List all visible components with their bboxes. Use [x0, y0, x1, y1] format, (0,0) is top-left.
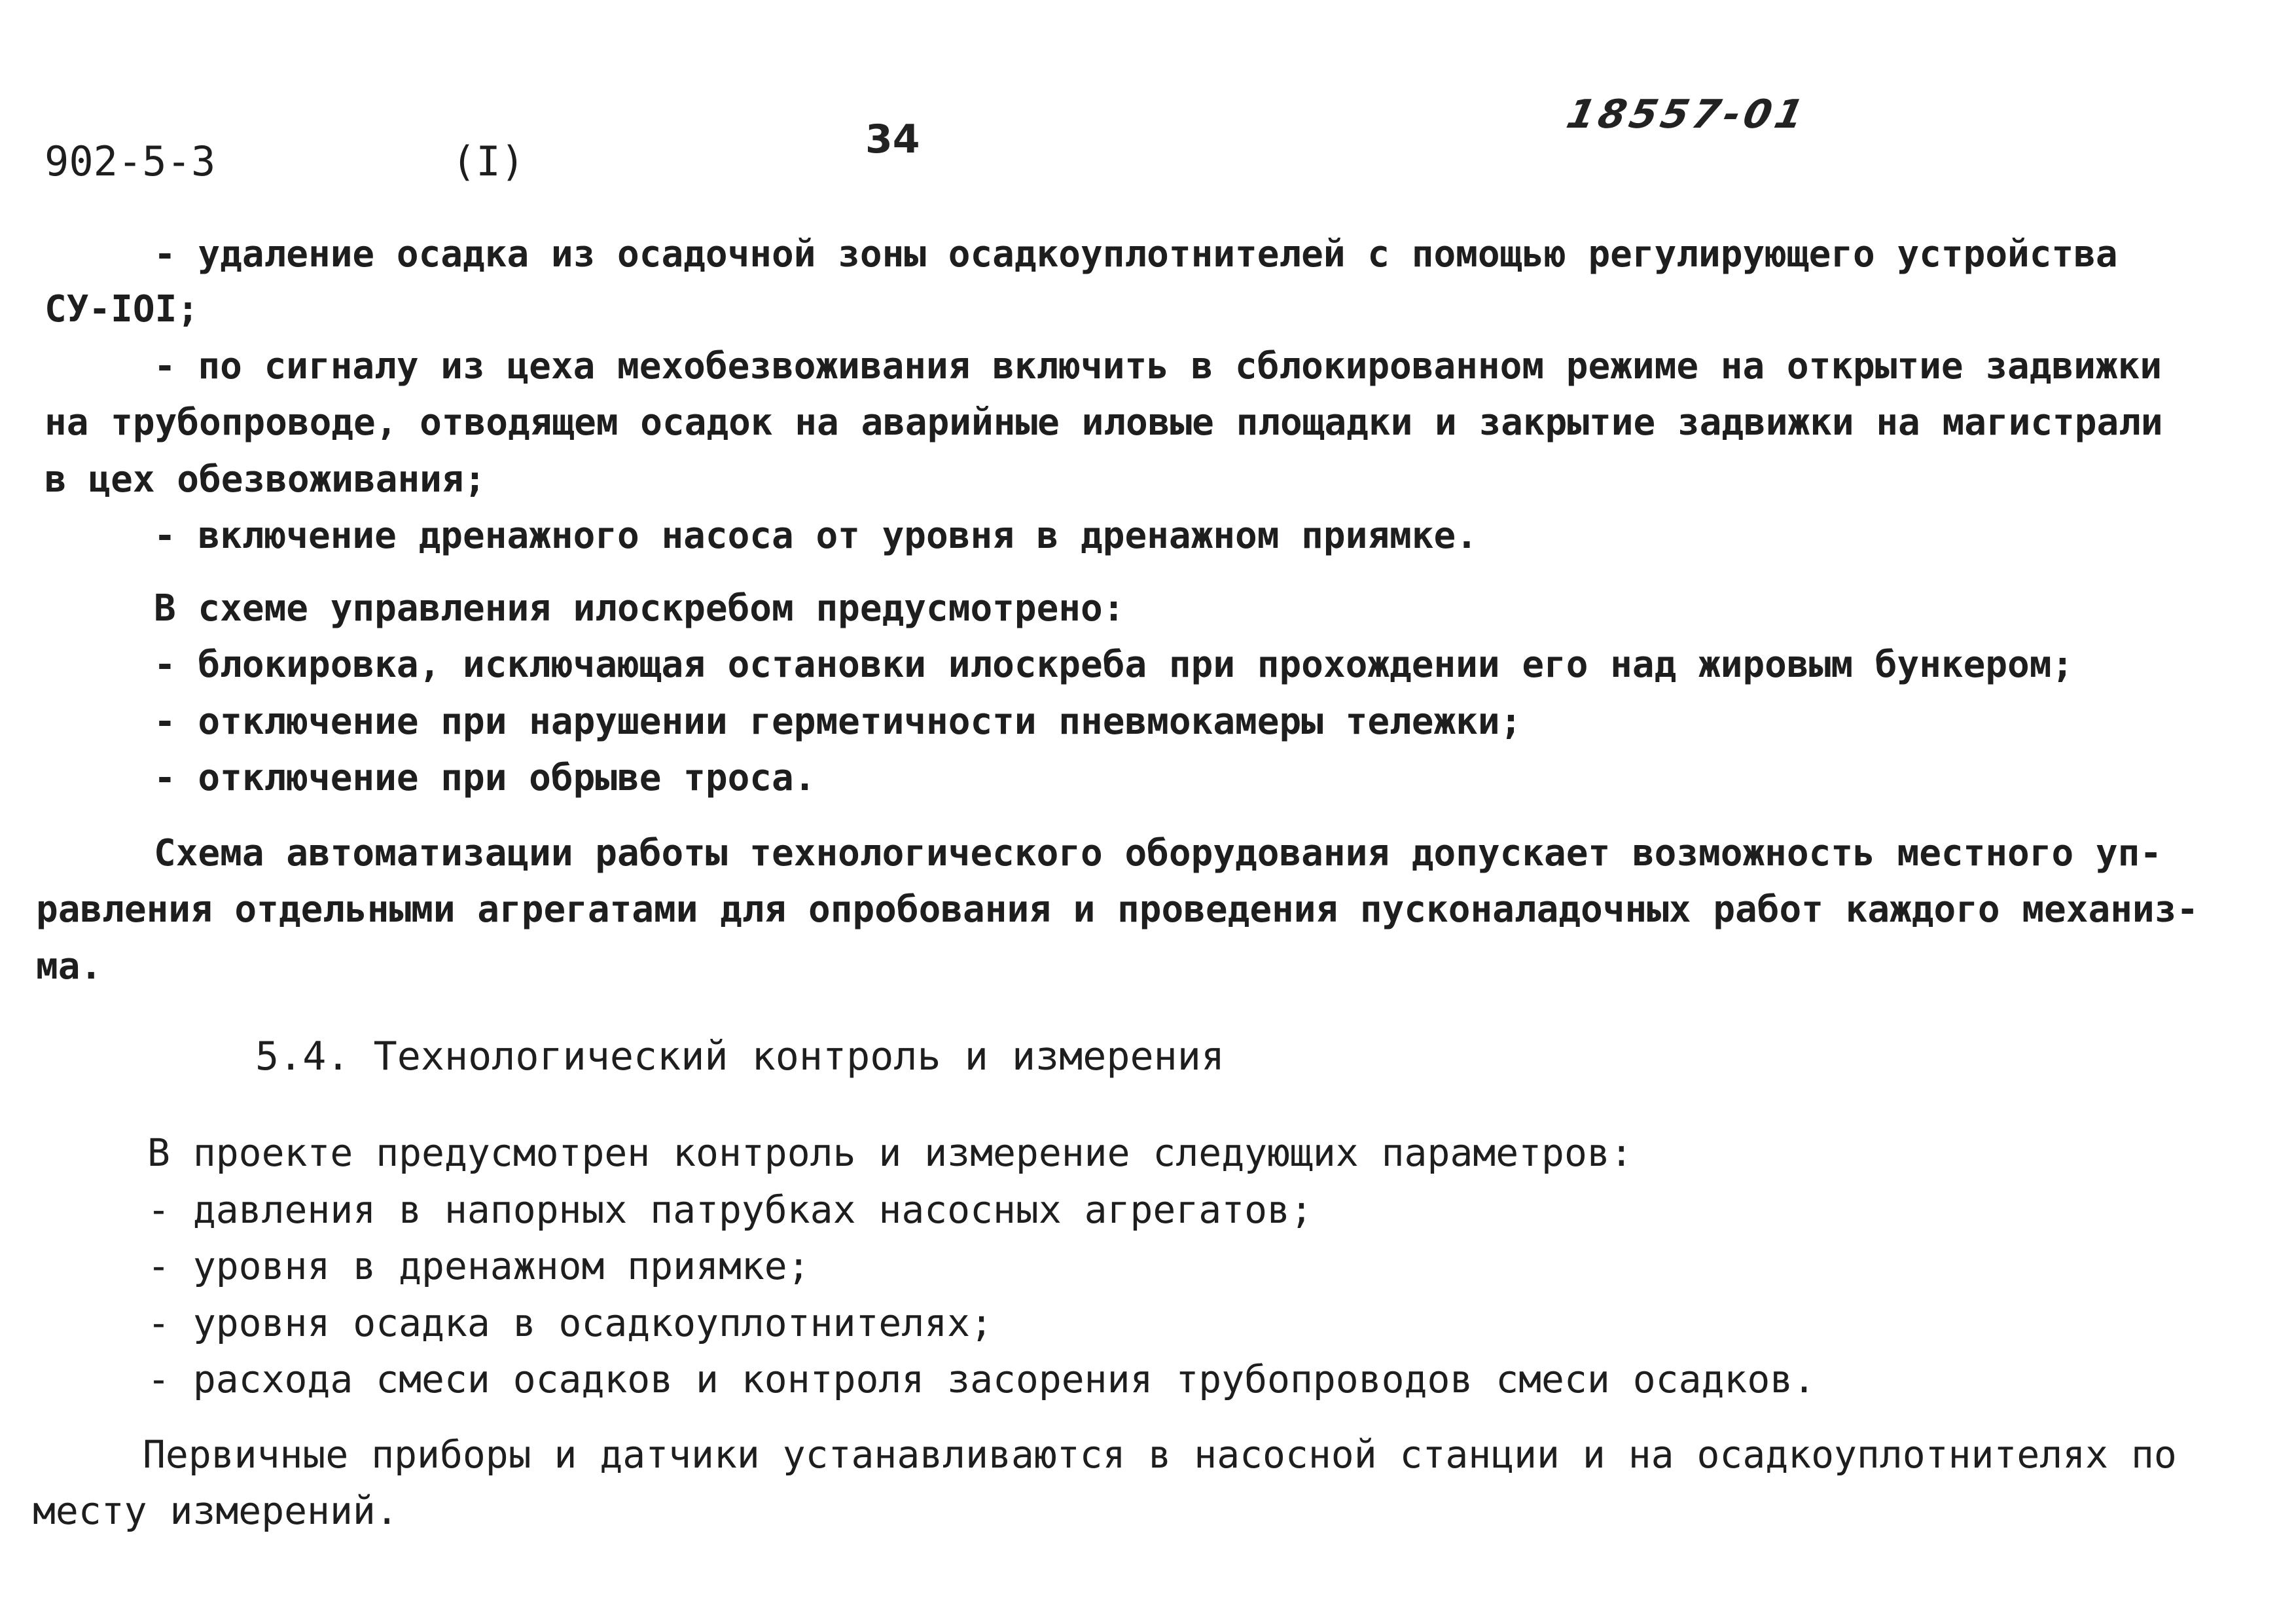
list-item: - удаление осадка из осадочной зоны осадкоуплотнителей с помощью регулирующего устройства	[154, 233, 2118, 276]
paragraph-line: месту измерений.	[33, 1489, 399, 1533]
archive-number: 18557-01	[1562, 92, 1812, 137]
list-item-continuation: на трубопроводе, отводящем осадок на аварийные иловые площадки и закрытие задвижки на магистрали	[45, 401, 2163, 444]
list-item: - уровня осадка в осадкоуплотнителях;	[147, 1301, 994, 1345]
paragraph-line: Схема автоматизации работы технологического оборудования допускает возможность местного уп-	[154, 832, 2162, 875]
document-part: (I)	[452, 137, 525, 185]
list-item: - уровня в дренажном приямке;	[147, 1244, 810, 1288]
list-item: - отключение при нарушении герметичности пневмокамеры тележки;	[154, 700, 1522, 743]
scraper-intro: В схеме управления илоскребом предусмотрено:	[154, 587, 1125, 630]
paragraph-line: Первичные приборы и датчики устанавливаются в насосной станции и на осадкоуплотнителях по	[143, 1432, 2177, 1477]
measure-intro: В проекте предусмотрен контроль и измерение следующих параметров:	[147, 1130, 1633, 1175]
page-number: 34	[865, 117, 920, 162]
paragraph-line: равления отдельными агрегатами для опробования и проведения пусконаладочных работ каждого механиз-	[36, 888, 2199, 931]
section-title: 5.4. Технологический контроль и измерения	[255, 1034, 1225, 1079]
list-item: - расхода смеси осадков и контроля засорения трубопроводов смеси осадков.	[147, 1357, 1816, 1401]
list-item: - включение дренажного насоса от уровня в дренажном приямке.	[154, 514, 1478, 557]
paragraph-line: ма.	[36, 945, 103, 988]
list-item-continuation: СУ-IOI;	[45, 288, 200, 331]
list-item: - давления в напорных патрубках насосных агрегатов;	[147, 1187, 1313, 1232]
list-item: - блокировка, исключающая остановки илоскреба при прохождении его над жировым бункером;	[154, 643, 2074, 686]
list-item: - по сигналу из цеха мехобезвоживания включить в сблокированном режиме на открытие задвижки	[154, 345, 2162, 388]
list-item-continuation: в цех обезвоживания;	[45, 458, 486, 501]
document-code: 902-5-3	[45, 137, 216, 185]
list-item: - отключение при обрыве троса.	[154, 757, 816, 799]
